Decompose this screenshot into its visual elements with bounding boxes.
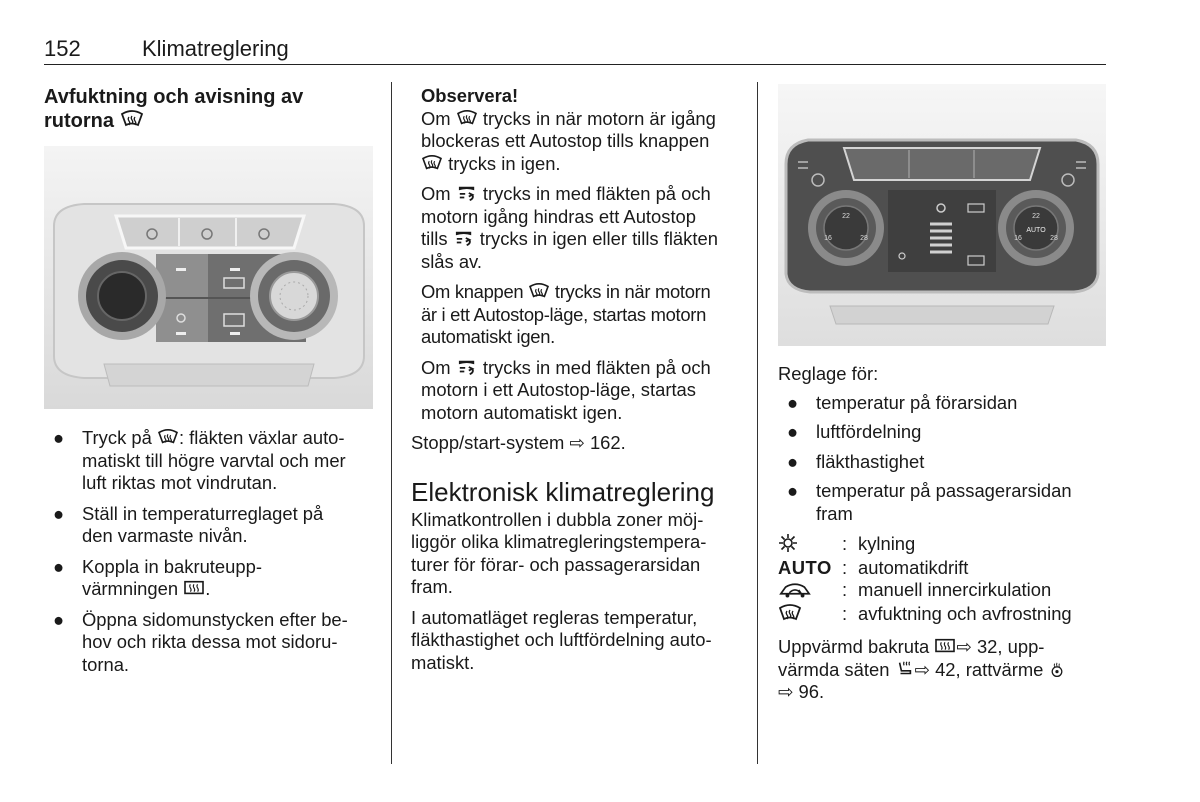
climate-panel-figure xyxy=(778,84,1106,346)
note-paragraph: Om knappen trycks in när motorn är i ett Autostop-läge, startas motorn automatiskt igen. xyxy=(421,281,711,347)
list-item: ● fläkthastighet xyxy=(787,450,925,472)
column-3 xyxy=(778,363,1106,704)
right-temp-mid-label: 22 xyxy=(1032,213,1040,220)
note-paragraph: Om trycks in när motorn är igång blockeras ett Autostop tills knappen trycks in igen. xyxy=(421,107,716,174)
body-paragraph: I automatläget regleras temperatur, fläkthastighet och luftfördelning auto- matiskt. xyxy=(411,606,712,673)
right-temp-low-label: 16 xyxy=(1014,235,1022,242)
defrost-steps-list xyxy=(44,427,374,676)
section-heading: Avfuktning och avisning av rutorna xyxy=(44,86,304,132)
right-auto-label: AUTO xyxy=(1026,227,1046,234)
climate-panel-closeup-figure xyxy=(44,146,373,409)
cross-reference: Stopp/start-system ⇨ 162. xyxy=(411,432,626,453)
left-temp-low-label: 16 xyxy=(824,235,832,242)
section-heading: Elektronisk klimatreglering xyxy=(411,476,715,507)
list-item: ● Koppla in bakruteupp- värmningen . xyxy=(53,555,262,599)
defrost-icon xyxy=(778,603,802,623)
page-number: 152 xyxy=(44,36,81,61)
arrow-right-icon: ⇨ xyxy=(956,636,972,657)
heated-seat-icon xyxy=(895,660,915,678)
defrost-icon xyxy=(157,428,179,446)
list-item: ● temperatur på förarsidan xyxy=(787,391,1018,413)
list-item: ● temperatur på passagerarsidan fram xyxy=(787,480,1072,524)
heated-steering-wheel-icon xyxy=(1049,662,1065,678)
symbol-legend xyxy=(778,533,1106,626)
closing-paragraph: Uppvärmd bakruta ⇨ 32, upp- värmda säten ⇨ 42, rattvärme ⇨ 96. xyxy=(778,636,1106,704)
defrost-icon xyxy=(120,109,144,129)
note-title: Observera! xyxy=(421,85,519,106)
column-2 xyxy=(411,85,746,674)
column-divider xyxy=(757,82,758,764)
legend-row: : manuell innercirkulation xyxy=(778,579,1106,603)
snowflake-icon xyxy=(778,533,798,553)
windshield-air-icon xyxy=(453,229,475,247)
recirculation-icon xyxy=(778,579,812,599)
left-temp-high-label: 28 xyxy=(860,235,868,242)
legend-row: : kylning xyxy=(778,533,1106,557)
chapter-title: Klimatreglering xyxy=(142,36,289,61)
arrow-right-icon: ⇨ xyxy=(569,432,585,453)
list-item: ● luftfördelning xyxy=(787,421,922,442)
controls-intro: Reglage för: xyxy=(778,363,879,384)
windshield-air-icon xyxy=(456,184,478,202)
arrow-right-icon: ⇨ xyxy=(778,681,794,702)
defrost-icon xyxy=(421,154,443,172)
defrost-icon xyxy=(528,282,550,300)
body-paragraph: Klimatkontrollen i dubbla zoner möj- liggör olika klimatregleringstempera- turer för förar- och passagerarsidan fram. xyxy=(411,508,707,597)
section-defrost xyxy=(44,86,374,133)
note-paragraph: Om trycks in med fläkten på och motorn i ett Autostop-läge, startas motorn automatiskt igen. xyxy=(421,356,711,423)
left-temp-mid-label: 22 xyxy=(842,213,850,220)
arrow-right-icon: ⇨ xyxy=(914,658,930,680)
list-item: ● Öppna sidomunstycken efter be- hov och rikta dessa mot sidoru- torna. xyxy=(53,608,348,675)
rear-window-defrost-icon xyxy=(183,579,205,597)
list-item: ● Ställ in temperaturreglaget på den varmaste nivån. xyxy=(53,502,324,546)
column-divider xyxy=(391,82,392,764)
right-temp-high-label: 28 xyxy=(1050,235,1058,242)
auto-symbol: AUTO xyxy=(778,556,832,578)
note-paragraph: Om trycks in med fläkten på och motorn igång hindras ett Autostop tills trycks in igen eller tills fläkten slås av. xyxy=(421,183,718,272)
list-item: ● Tryck på : fläkten växlar auto- matiskt till högre varvtal och mer luft riktas mot vindrutan. xyxy=(53,427,346,493)
legend-row: : avfuktning och avfrostning xyxy=(778,603,1106,627)
defrost-icon xyxy=(456,109,478,127)
rear-window-defrost-icon xyxy=(934,637,956,655)
page-header xyxy=(44,34,1106,65)
legend-row: AUTO : automatikdrift xyxy=(778,556,969,578)
windshield-air-icon xyxy=(456,358,478,376)
controls-list xyxy=(778,392,1106,526)
